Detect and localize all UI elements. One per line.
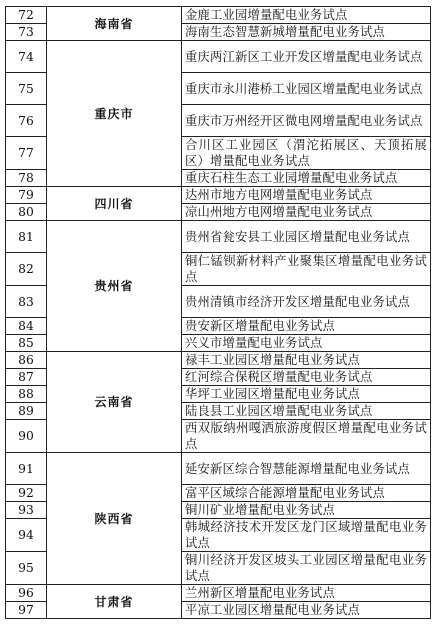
project-name: 西双版纳州嘎洒旅游度假区增量配电业务试点 <box>182 420 431 453</box>
row-number: 95 <box>6 552 47 585</box>
project-name: 延安新区综合智慧能源增量配电业务试点 <box>182 453 431 485</box>
table-body <box>6 7 431 619</box>
project-name: 华坪工业园区增量配电业务试点 <box>182 386 431 403</box>
project-name: 重庆市永川港桥工业园区增量配电业务试点 <box>182 73 431 105</box>
project-name: 陆良县工业园区增量配电业务试点 <box>182 403 431 420</box>
table-row <box>6 187 431 204</box>
province-cell: 陕西省 <box>47 453 182 585</box>
row-number: 97 <box>6 602 47 619</box>
project-name: 海南生态智慧新城增量配电业务试点 <box>182 24 431 41</box>
project-name: 凉山州地方电网增量配电业务试点 <box>182 204 431 221</box>
row-number: 78 <box>6 170 47 187</box>
row-number: 81 <box>6 221 47 253</box>
row-number: 77 <box>6 137 47 170</box>
project-name: 铜川矿业增量配电业务试点 <box>182 502 431 519</box>
row-number: 72 <box>6 7 47 24</box>
row-number: 83 <box>6 286 47 318</box>
row-number: 79 <box>6 187 47 204</box>
province-cell: 云南省 <box>47 352 182 453</box>
row-number: 92 <box>6 485 47 502</box>
project-name: 重庆市万州经开区微电网增量配电业务试点 <box>182 105 431 137</box>
project-name: 韩城经济技术开发区龙门区域增量配电业务试点 <box>182 519 431 552</box>
row-number: 93 <box>6 502 47 519</box>
project-name: 富平区域综合能源增量配电业务试点 <box>182 485 431 502</box>
project-name: 重庆两江新区工业开发区增量配电业务试点 <box>182 41 431 73</box>
row-number: 96 <box>6 585 47 602</box>
row-number: 82 <box>6 253 47 286</box>
project-name: 贵州省瓮安县工业园区增量配电业务试点 <box>182 221 431 253</box>
row-number: 89 <box>6 403 47 420</box>
row-number: 85 <box>6 335 47 352</box>
province-cell: 海南省 <box>47 7 182 41</box>
project-name: 贵安新区增量配电业务试点 <box>182 318 431 335</box>
row-number: 73 <box>6 24 47 41</box>
project-name: 合川区工业园区（渭沱拓展区、天顶拓展区）增量配电业务试点 <box>182 137 431 170</box>
table-row <box>6 41 431 73</box>
project-name: 铜仁锰钡新材料产业聚集区增量配电业务试点 <box>182 253 431 286</box>
table-row <box>6 453 431 485</box>
row-number: 76 <box>6 105 47 137</box>
row-number: 80 <box>6 204 47 221</box>
pilot-projects-table <box>5 6 431 619</box>
province-cell: 重庆市 <box>47 41 182 187</box>
row-number: 91 <box>6 453 47 485</box>
project-name: 达州市地方电网增量配电业务试点 <box>182 187 431 204</box>
project-name: 兴义市增量配电业务试点 <box>182 335 431 352</box>
project-name: 兰州新区增量配电业务试点 <box>182 585 431 602</box>
project-name: 禄丰工业园区增量配电业务试点 <box>182 352 431 369</box>
row-number: 74 <box>6 41 47 73</box>
project-name: 金鹿工业园增量配电业务试点 <box>182 7 431 24</box>
project-name: 铜川经济开发区坡头工业园区增量配电业务试点 <box>182 552 431 585</box>
table-row <box>6 585 431 602</box>
table-row <box>6 7 431 24</box>
row-number: 75 <box>6 73 47 105</box>
table-row <box>6 352 431 369</box>
project-name: 平凉工业园区增量配电业务试点 <box>182 602 431 619</box>
row-number: 90 <box>6 420 47 453</box>
province-cell: 贵州省 <box>47 221 182 352</box>
project-name: 贵州清镇市经济开发区增量配电业务试点 <box>182 286 431 318</box>
province-cell: 甘肃省 <box>47 585 182 619</box>
row-number: 87 <box>6 369 47 386</box>
row-number: 86 <box>6 352 47 369</box>
row-number: 94 <box>6 519 47 552</box>
project-name: 红河综合保税区增量配电业务试点 <box>182 369 431 386</box>
province-cell: 四川省 <box>47 187 182 221</box>
row-number: 84 <box>6 318 47 335</box>
project-name: 重庆石柱生态工业园增量配电业务试点 <box>182 170 431 187</box>
table-row <box>6 221 431 253</box>
row-number: 88 <box>6 386 47 403</box>
